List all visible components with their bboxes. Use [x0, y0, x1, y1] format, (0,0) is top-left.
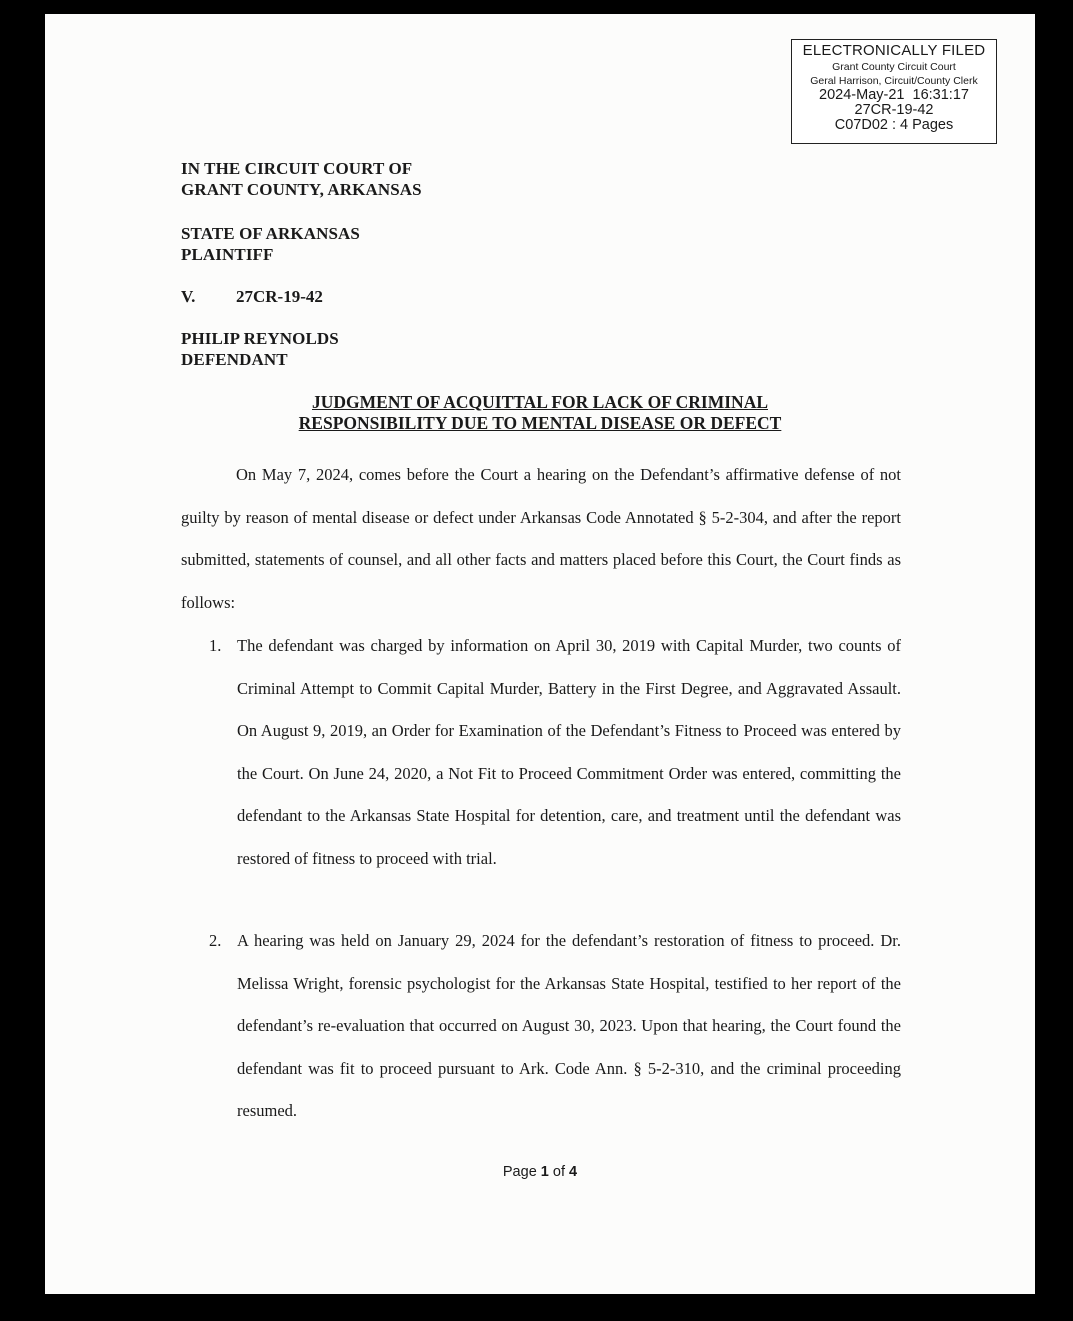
court-heading — [181, 158, 422, 200]
case-number: 27CR-19-42 — [236, 287, 323, 306]
court-line-2: GRANT COUNTY, ARKANSAS — [181, 180, 422, 199]
finding-text: A hearing was held on January 29, 2024 for the defendant’s restoration of fitness to proceed. Dr. Melissa Wright, forensic psychologist for the Arkansas State Hospital, testified to her report of the defendant’s re-evaluation that occurred on August 30, 2023. Upon that hearing, the Court found the defendant was fit to proceed pursuant to Ark. Code Ann. § 5-2-310, and the criminal proceeding resumed. — [237, 931, 901, 1120]
finding-text: The defendant was charged by information on April 30, 2019 with Capital Murder, two counts of Criminal Attempt to Commit Capital Murder, Battery in the First Degree, and Aggravated Assault. On August 9, 2019, an Order for Examination of the Defendant’s Fitness to Proceed was entered by the Court. On June 24, 2020, a Not Fit to Proceed Commitment Order was entered, committing the defendant to the Arkansas State Hospital for detention, care, and treatment until the defendant was restored of fitness to proceed with trial. — [237, 636, 901, 868]
electronic-filing-stamp — [791, 39, 997, 144]
page-of: of — [552, 1164, 565, 1180]
page-current: 1 — [540, 1164, 549, 1180]
defendant-name: PHILIP REYNOLDS — [181, 329, 339, 348]
versus-label: V. — [181, 287, 196, 306]
plaintiff-role: PLAINTIFF — [181, 245, 274, 264]
plaintiff-name: STATE OF ARKANSAS — [181, 224, 360, 243]
title-line-1: JUDGMENT OF ACQUITTAL FOR LACK OF CRIMINAL — [312, 392, 768, 412]
defendant-role: DEFENDANT — [181, 350, 288, 369]
stamp-datetime: 2024-May-21 16:31:17 — [819, 87, 969, 103]
page-label: Page — [502, 1164, 537, 1180]
case-line — [181, 286, 323, 307]
stamp-doc-code: C07D02 : 4 Pages — [834, 117, 954, 133]
page-number-footer — [45, 1164, 1035, 1180]
stamp-heading: ELECTRONICALLY FILED — [802, 42, 986, 59]
intro-paragraph: On May 7, 2024, comes before the Court a hearing on the Defendant’s affirmative defense of not guilty by reason of mental disease or defect under Arkansas Code Annotated § 5-2-304, and after the report submitted, statements of counsel, and all other facts and matters placed before this Court, the Court finds as follows: — [181, 465, 901, 612]
finding-number: 1. — [209, 636, 222, 655]
stamp-clerk: Geral Harrison, Circuit/County Clerk — [810, 75, 978, 87]
title-line-2: RESPONSIBILITY DUE TO MENTAL DISEASE OR DEFECT — [298, 413, 782, 433]
plaintiff-block — [181, 223, 360, 265]
stamp-case-number: 27CR-19-42 — [854, 102, 934, 118]
page-total: 4 — [569, 1164, 578, 1180]
defendant-block — [181, 328, 339, 370]
court-line-1: IN THE CIRCUIT COURT OF — [181, 159, 413, 178]
stamp-court: Grant County Circuit Court — [832, 61, 956, 73]
finding-number: 2. — [209, 931, 222, 950]
document-page — [45, 14, 1035, 1294]
document-title — [45, 392, 1035, 434]
